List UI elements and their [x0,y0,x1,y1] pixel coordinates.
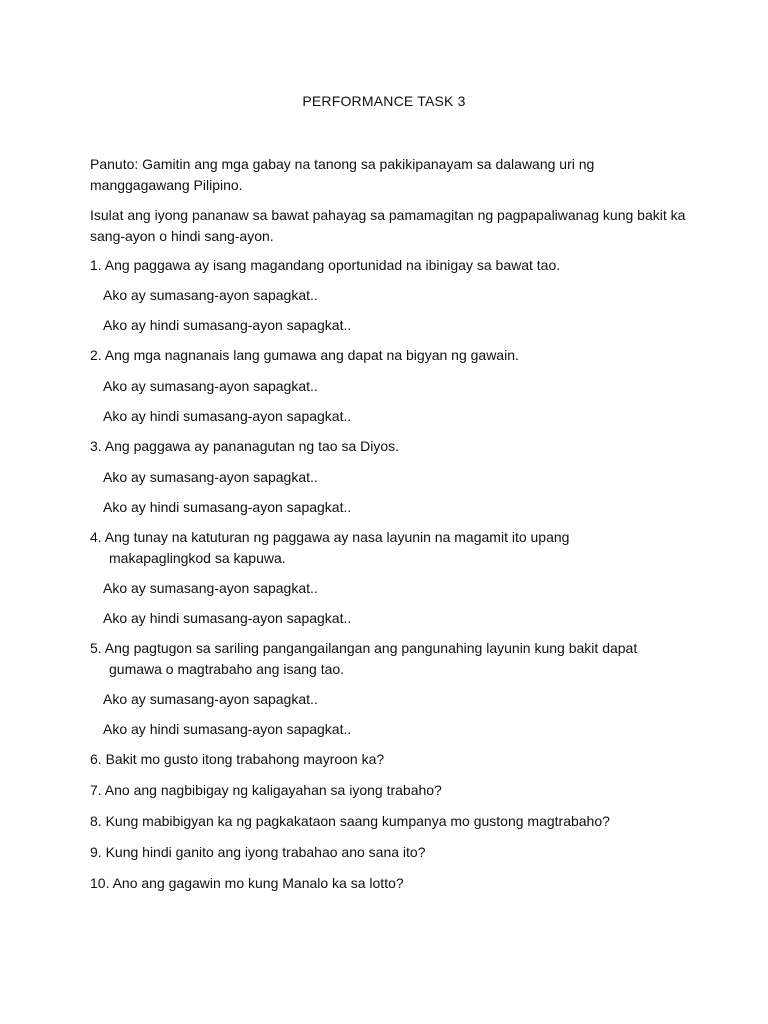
statement-4: 4. Ang tunay na katuturan ng paggawa ay nasa layunin na magamit ito upang [90,529,570,545]
agree-prompt-4: Ako ay sumasang-ayon sapagkat.. [103,580,318,596]
agree-prompt-3: Ako ay sumasang-ayon sapagkat.. [103,469,318,485]
agree-prompt-1: Ako ay sumasang-ayon sapagkat.. [103,287,318,303]
isulat-instruction: Isulat ang iyong pananaw sa bawat pahayag sa pamamagitan ng pagpapaliwanag kung bakit ka sang-ayon o hindi sang-ayon. [90,207,686,244]
panuto-instruction: Panuto: Gamitin ang mga gabay na tanong sa pakikipanayam sa dalawang uri ng manggagawang Pilipino. [90,156,595,193]
disagree-prompt-5: Ako ay hindi sumasang-ayon sapagkat.. [103,721,352,737]
question-7: 7. Ano ang nagbibigay ng kaligayahan sa iyong trabaho? [90,782,442,798]
question-6: 6. Bakit mo gusto itong trabahong mayroon ka? [90,751,385,767]
agree-prompt-2: Ako ay sumasang-ayon sapagkat.. [103,378,318,394]
question-10: 10. Ano ang gagawin mo kung Manalo ka sa lotto? [90,875,404,891]
statement-5: 5. Ang pagtugon sa sariling pangangailangan ang pangunahing layunin kung bakit dapat [90,640,638,656]
disagree-prompt-2: Ako ay hindi sumasang-ayon sapagkat.. [103,408,352,424]
document-title: PERFORMANCE TASK 3 [302,93,466,109]
agree-prompt-5: Ako ay sumasang-ayon sapagkat.. [103,691,318,707]
statement-4-continuation: makapaglingkod sa kapuwa. [109,550,286,566]
question-8: 8. Kung mabibigyan ka ng pagkakataon saang kumpanya mo gustong magtrabaho? [90,813,610,829]
disagree-prompt-1: Ako ay hindi sumasang-ayon sapagkat.. [103,317,352,333]
statement-5-continuation: gumawa o magtrabaho ang isang tao. [109,661,345,677]
statement-3: 3. Ang paggawa ay pananagutan ng tao sa Diyos. [90,438,400,454]
question-9: 9. Kung hindi ganito ang iyong trabahao ano sana ito? [90,844,426,860]
disagree-prompt-3: Ako ay hindi sumasang-ayon sapagkat.. [103,499,352,515]
statement-1: 1. Ang paggawa ay isang magandang oportunidad na ibinigay sa bawat tao. [90,257,561,273]
disagree-prompt-4: Ako ay hindi sumasang-ayon sapagkat.. [103,610,352,626]
statement-2: 2. Ang mga nagnanais lang gumawa ang dapat na bigyan ng gawain. [90,347,519,363]
